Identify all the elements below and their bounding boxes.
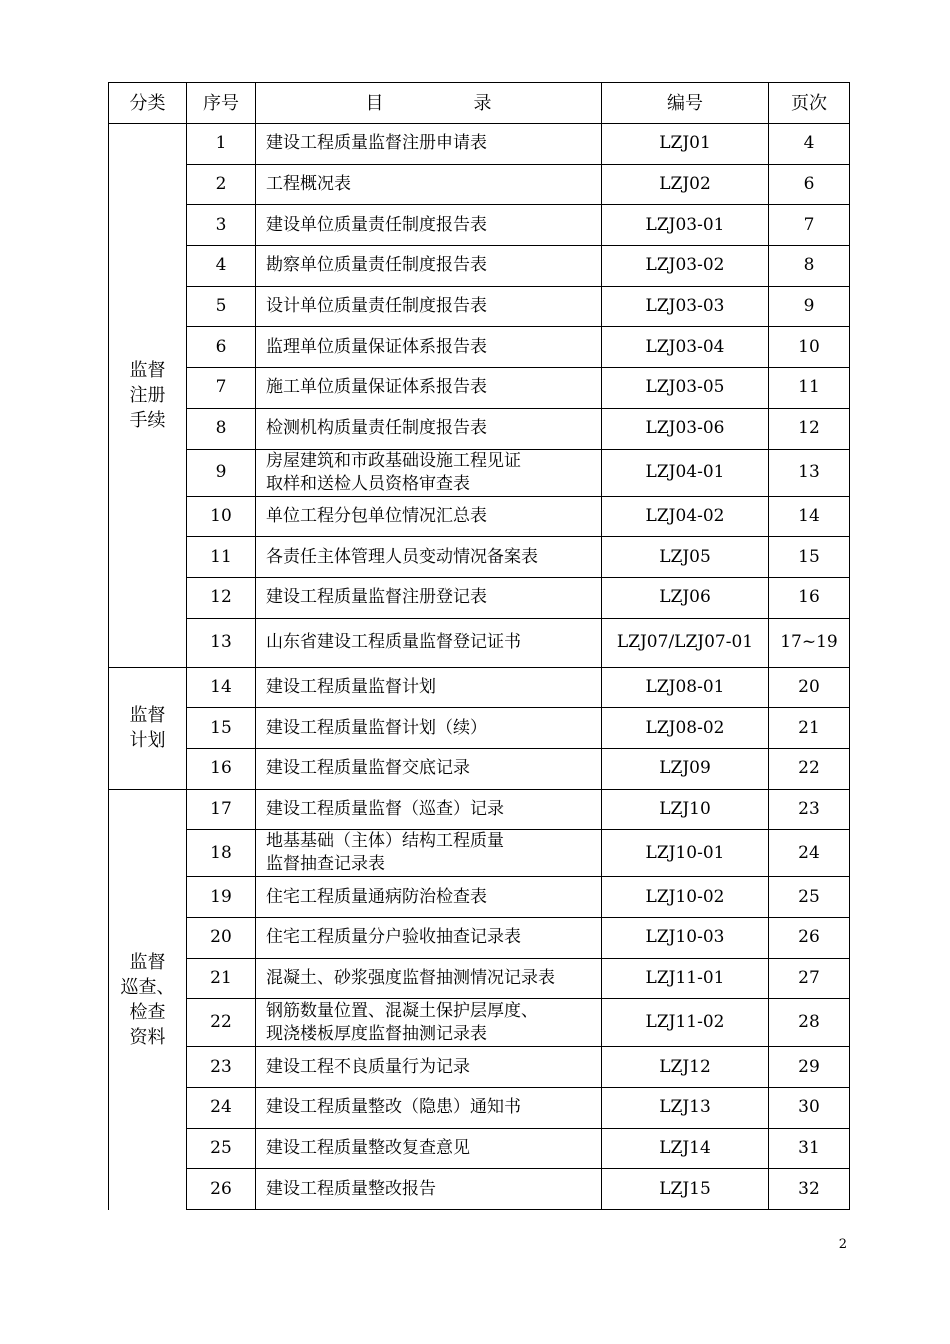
table-row [109, 708, 850, 749]
row-number: 22 [187, 999, 256, 1047]
row-code: LZJ03-04 [602, 327, 769, 368]
row-code: LZJ10-01 [602, 830, 769, 877]
header-title [256, 83, 602, 124]
row-title [256, 999, 602, 1047]
row-title: 住宅工程质量分户验收抽查记录表 [256, 918, 602, 959]
row-page: 22 [769, 748, 850, 789]
category-line: 检查 [129, 1001, 166, 1023]
row-number: 16 [187, 748, 256, 789]
table-row [109, 958, 850, 999]
category-line: 手续 [129, 409, 166, 431]
row-number: 20 [187, 918, 256, 959]
category-cell [109, 124, 187, 668]
row-title: 建设工程质量监督交底记录 [256, 748, 602, 789]
row-page: 27 [769, 958, 850, 999]
header-number: 序号 [187, 83, 256, 124]
category-line: 巡查、 [120, 976, 175, 998]
row-code: LZJ03-03 [602, 286, 769, 327]
row-number: 3 [187, 205, 256, 246]
row-title: 建设工程质量整改报告 [256, 1169, 602, 1210]
row-code: LZJ08-02 [602, 708, 769, 749]
row-page: 24 [769, 830, 850, 877]
row-title: 山东省建设工程质量监督登记证书 [256, 618, 602, 667]
page-number: 2 [838, 1237, 847, 1252]
table-row [109, 999, 850, 1047]
category-line: 监督 [129, 951, 166, 973]
row-page: 29 [769, 1047, 850, 1088]
row-title: 建设工程质量整改（隐患）通知书 [256, 1088, 602, 1129]
row-number: 8 [187, 408, 256, 449]
row-code: LZJ02 [602, 164, 769, 205]
row-page: 31 [769, 1128, 850, 1169]
category-line: 注册 [129, 384, 166, 406]
row-page: 13 [769, 449, 850, 496]
row-title: 各责任主体管理人员变动情况备案表 [256, 537, 602, 578]
row-code: LZJ14 [602, 1128, 769, 1169]
row-title: 混凝土、砂浆强度监督抽测情况记录表 [256, 958, 602, 999]
row-number: 26 [187, 1169, 256, 1210]
row-page: 15 [769, 537, 850, 578]
row-number: 10 [187, 496, 256, 537]
row-title-line: 取样和送检人员资格审查表 [266, 473, 470, 494]
row-number: 1 [187, 124, 256, 165]
row-title-line: 地基基础（主体）结构工程质量 [266, 831, 504, 852]
row-code: LZJ09 [602, 748, 769, 789]
row-page: 9 [769, 286, 850, 327]
row-title: 建设工程质量监督计划（续） [256, 708, 602, 749]
row-number: 19 [187, 877, 256, 918]
header-category: 分类 [109, 83, 187, 124]
table-row [109, 164, 850, 205]
row-title: 建设工程质量监督注册登记表 [256, 577, 602, 618]
row-page: 26 [769, 918, 850, 959]
header-title-part: 目 [365, 92, 384, 114]
table-row [109, 1169, 850, 1210]
table-row [109, 877, 850, 918]
row-title: 单位工程分包单位情况汇总表 [256, 496, 602, 537]
row-title [256, 449, 602, 496]
table-row [109, 246, 850, 287]
table-of-contents [108, 82, 850, 1210]
category-cell [109, 789, 187, 1210]
row-title: 建设工程不良质量行为记录 [256, 1047, 602, 1088]
row-code: LZJ12 [602, 1047, 769, 1088]
table-row [109, 327, 850, 368]
row-title: 建设工程质量整改复查意见 [256, 1128, 602, 1169]
row-number: 2 [187, 164, 256, 205]
row-code: LZJ03-06 [602, 408, 769, 449]
table-row [109, 667, 850, 708]
table-row [109, 368, 850, 409]
row-page: 14 [769, 496, 850, 537]
row-title: 建设单位质量责任制度报告表 [256, 205, 602, 246]
row-title: 建设工程质量监督计划 [256, 667, 602, 708]
row-number: 4 [187, 246, 256, 287]
row-number: 11 [187, 537, 256, 578]
row-title: 住宅工程质量通病防治检查表 [256, 877, 602, 918]
row-code: LZJ03-05 [602, 368, 769, 409]
row-page: 21 [769, 708, 850, 749]
row-code: LZJ13 [602, 1088, 769, 1129]
row-title: 施工单位质量保证体系报告表 [256, 368, 602, 409]
row-code: LZJ11-01 [602, 958, 769, 999]
row-page: 30 [769, 1088, 850, 1129]
table-row [109, 496, 850, 537]
table-row [109, 1128, 850, 1169]
category-line: 监督 [129, 359, 166, 381]
table-row [109, 449, 850, 496]
category-line: 计划 [129, 730, 166, 752]
row-number: 7 [187, 368, 256, 409]
row-title: 建设工程质量监督注册申请表 [256, 124, 602, 165]
header-page: 页次 [769, 83, 850, 124]
row-number: 21 [187, 958, 256, 999]
table-row [109, 124, 850, 165]
row-page: 4 [769, 124, 850, 165]
row-code: LZJ07/LZJ07-01 [602, 618, 769, 667]
row-page: 12 [769, 408, 850, 449]
header-code: 编号 [602, 83, 769, 124]
row-title-line: 钢筋数量位置、混凝土保护层厚度、 [266, 1000, 538, 1021]
row-title: 勘察单位质量责任制度报告表 [256, 246, 602, 287]
row-title: 工程概况表 [256, 164, 602, 205]
row-page: 7 [769, 205, 850, 246]
table-row [109, 1088, 850, 1129]
row-title: 设计单位质量责任制度报告表 [256, 286, 602, 327]
row-code: LZJ05 [602, 537, 769, 578]
row-title [256, 830, 602, 877]
table-row [109, 830, 850, 877]
row-page: 23 [769, 789, 850, 830]
row-title-line: 房屋建筑和市政基础设施工程见证 [266, 450, 521, 471]
row-page: 16 [769, 577, 850, 618]
row-page: 32 [769, 1169, 850, 1210]
row-page: 8 [769, 246, 850, 287]
category-cell [109, 667, 187, 789]
row-number: 18 [187, 830, 256, 877]
table-row [109, 918, 850, 959]
row-number: 25 [187, 1128, 256, 1169]
category-line: 资料 [129, 1026, 166, 1048]
row-title: 检测机构质量责任制度报告表 [256, 408, 602, 449]
row-number: 15 [187, 708, 256, 749]
table-row [109, 789, 850, 830]
table-row [109, 618, 850, 667]
table-row [109, 1047, 850, 1088]
row-code: LZJ01 [602, 124, 769, 165]
row-number: 24 [187, 1088, 256, 1129]
row-number: 14 [187, 667, 256, 708]
row-title-line: 监督抽查记录表 [266, 854, 385, 875]
row-title-line: 现浇楼板厚度监督抽测记录表 [266, 1023, 487, 1044]
row-number: 9 [187, 449, 256, 496]
row-page: 10 [769, 327, 850, 368]
row-number: 23 [187, 1047, 256, 1088]
row-code: LZJ03-02 [602, 246, 769, 287]
row-title: 监理单位质量保证体系报告表 [256, 327, 602, 368]
row-code: LZJ10-03 [602, 918, 769, 959]
row-page: 28 [769, 999, 850, 1047]
table-body [109, 124, 850, 1210]
row-code: LZJ11-02 [602, 999, 769, 1047]
row-code: LZJ10 [602, 789, 769, 830]
table-row [109, 748, 850, 789]
row-page: 17~19 [769, 618, 850, 667]
row-code: LZJ03-01 [602, 205, 769, 246]
table-header-row [109, 83, 850, 124]
row-title: 建设工程质量监督（巡查）记录 [256, 789, 602, 830]
row-page: 25 [769, 877, 850, 918]
row-number: 6 [187, 327, 256, 368]
row-page: 6 [769, 164, 850, 205]
row-number: 13 [187, 618, 256, 667]
row-page: 20 [769, 667, 850, 708]
header-title-part: 录 [473, 92, 492, 114]
row-code: LZJ06 [602, 577, 769, 618]
row-page: 11 [769, 368, 850, 409]
row-code: LZJ04-01 [602, 449, 769, 496]
row-number: 17 [187, 789, 256, 830]
row-code: LZJ04-02 [602, 496, 769, 537]
row-code: LZJ15 [602, 1169, 769, 1210]
row-code: LZJ10-02 [602, 877, 769, 918]
row-number: 5 [187, 286, 256, 327]
category-line: 监督 [129, 705, 166, 727]
table-row [109, 408, 850, 449]
table-row [109, 537, 850, 578]
table-row [109, 205, 850, 246]
table-row [109, 577, 850, 618]
row-code: LZJ08-01 [602, 667, 769, 708]
table-row [109, 286, 850, 327]
row-number: 12 [187, 577, 256, 618]
